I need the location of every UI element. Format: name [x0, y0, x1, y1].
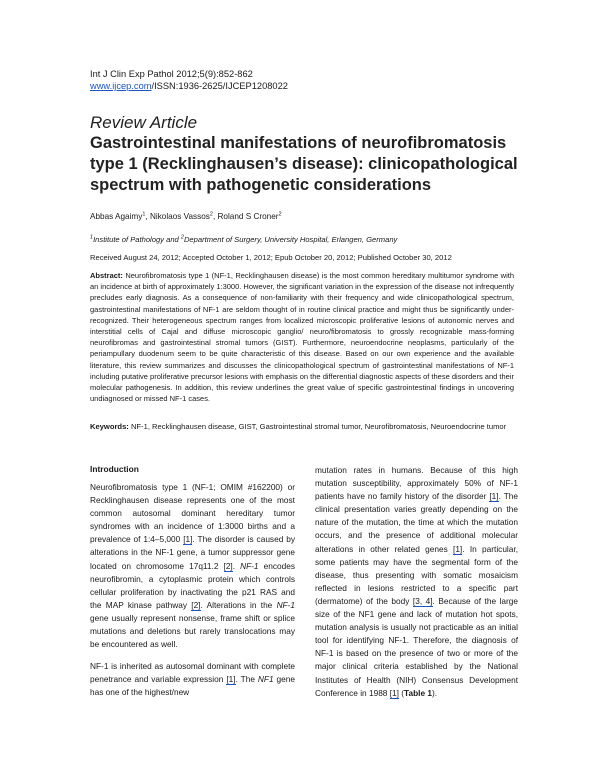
abstract-text: Neurofibromatosis type 1 (NF-1, Recklinghausen disease) is the most common hereditary multitumor syndrome with an incidence at birth of approximately 1:3000. However, the significant variation in the expression of the disease not infrequently precludes early diagnosis. As a consequence of non-familiarity with their frequency and wide clinicopathological spectrum, gastrointestinal manifestations of NF-1 are seldom thought of in routine clinical practice and might thus be significantly under-recognized. Their heterogeneous spectrum ranges from localized microscopic proliferative lesions of autonomic nerves and interstitial cells of Cajal and diffuse microscopic ganglio/ neuro/fibromatosis to grossly recognizable mass-forming neurofibromas and gastrointestinal stromal tumors (GIST). Furthermore, neuroendocrine neoplasms, particularly of the periampullary duodenum seem to be quite characteristic of this disease. Based on our own experience and the available literature, this review summarizes and discusses the clinicopathological spectrum of gastrointestinal manifestations of NF-1 including putative proliferative precursor lesions with emphasis on the differential diagnostic aspects of these disorders and their molecular pathogenesis. In addition, this review underlines the great value of specific gastrointestinal findings in uncovering undiagnosed or missed NF-1 cases. — [90, 271, 515, 404]
affiliation-text: Department of Surgery, University Hospital, Erlangen, Germany — [183, 235, 398, 244]
text-run: gene usually represent nonsense, frame shift or splice mutations and deletions but rarely translocations may be encountered as well. — [90, 612, 295, 650]
citation-link[interactable]: [1] — [183, 534, 193, 545]
author-affiliation-mark: 2 — [209, 211, 213, 218]
affiliation-mark: 1 — [90, 234, 94, 241]
journal-link[interactable]: www.ijcep.com — [90, 81, 152, 91]
affiliation-mark: 2 — [180, 234, 184, 241]
citation-link[interactable]: [2] — [191, 599, 201, 610]
body-column-left — [90, 481, 295, 709]
abstract-label: Abstract: — [90, 271, 123, 280]
author-name: Nikolaos Vassos — [149, 212, 210, 221]
section-heading-introduction: Introduction — [90, 464, 139, 474]
paragraph — [90, 481, 295, 651]
article-title: Gastrointestinal manifestations of neurofibromatosis type 1 (Recklinghausen’s disease): clinicopathological spectrum with pathogenetic considerations — [90, 134, 518, 194]
journal-citation: Int J Clin Exp Pathol 2012;5(9):852-862 — [90, 69, 253, 79]
text-run: . Because of the large size of the NF1 gene and lack of mutation hot spots, mutation analysis is usually not practicable as an initial tool for identifying NF-1. Therefore, the diagnosis of NF-1 is based on the presence of two or more of the major clinical criteria established by the National Institutes of Health (NIH) Consensus Development Conference in 1988 — [315, 595, 519, 698]
citation-link[interactable]: [1] — [453, 543, 463, 554]
author-list — [90, 212, 282, 221]
paragraph — [315, 464, 518, 700]
citation-link[interactable]: [1] — [226, 674, 236, 685]
text-run: gene has one of the highest/new — [90, 674, 295, 698]
table-link[interactable]: Table 1 — [404, 687, 433, 698]
keywords — [90, 421, 514, 432]
text-run: NF-1 is inherited as autosomal dominant with complete penetrance and variable expression — [90, 661, 295, 685]
keywords-text: NF-1, Recklinghausen disease, GIST, Gastrointestinal stromal tumor, Neurofibromatosis, Neuroendocrine tumor — [128, 422, 507, 431]
journal-header — [90, 68, 288, 92]
author-name: Roland S Croner — [217, 212, 279, 221]
text-run: . The disorder is caused by alterations in the NF-1 gene, a tumor suppressor gene located on chromosome 17q11.2 — [90, 534, 295, 571]
text-run: encodes neurofibromin, a cytoplasmic protein which controls cellular proliferation by inactivating the p21 RAS and the MAP kinase pathway — [90, 560, 295, 610]
publication-dates: Received August 24, 2012; Accepted October 1, 2012; Epub October 20, 2012; Published October 30, 2012 — [90, 253, 452, 262]
citation-link[interactable]: [2] — [223, 560, 233, 571]
gene-name: NF-1 — [240, 560, 259, 571]
text-run: . — [232, 560, 241, 571]
journal-issn: /ISSN:1936-2625/IJCEP1208022 — [151, 81, 288, 91]
article-type: Review Article — [90, 113, 198, 132]
abstract — [90, 270, 514, 404]
paragraph — [90, 660, 295, 699]
author-separator: , — [212, 212, 218, 221]
text-run: ). — [432, 687, 438, 698]
citation-link[interactable]: [1] — [389, 687, 399, 698]
text-run: . Alterations in the — [200, 599, 277, 610]
gene-name: NF1 — [257, 674, 274, 685]
text-run: . The clinical presentation varies greatly depending on the nature of the mutation, the time at which the mutation occurs, and the presence of additional molecular alterations in other related genes — [315, 491, 518, 554]
author-affiliation-mark: 1 — [142, 211, 146, 218]
keywords-label: Keywords: — [90, 422, 129, 431]
text-run: mutation rates in humans. Because of this high mutation susceptibility, approximately 50% of NF-1 patients have no family history of the disorder — [315, 465, 518, 502]
citation-link[interactable]: [1] — [489, 491, 499, 502]
gene-name: NF-1 — [276, 599, 295, 610]
text-run: Neurofibromatosis type 1 (NF-1; OMIM #162200) or Recklinghausen disease represents one of the most common autosomal dominant hereditary tumor syndromes with an incidence of 1:3000 births and a prevalence of 1:4–5,000 — [90, 482, 295, 545]
text-run: . The — [235, 674, 258, 685]
text-run: ( — [398, 687, 405, 698]
author-affiliation-mark: 2 — [278, 211, 282, 218]
author-name: Abbas Agaimy — [90, 212, 143, 221]
journal-links — [90, 80, 288, 92]
citation-link[interactable]: [3, 4] — [412, 595, 433, 606]
affiliations — [90, 235, 397, 244]
author-separator: , — [145, 212, 150, 221]
body-column-right — [315, 464, 518, 709]
text-run: . In particular, some patients may have the segmental form of the disease, thus presenting with somatic mosaicism reflected in lesions restricted to a specific part (dermatome) of the body — [315, 543, 518, 606]
affiliation-text: Institute of Pathology and — [93, 235, 181, 244]
